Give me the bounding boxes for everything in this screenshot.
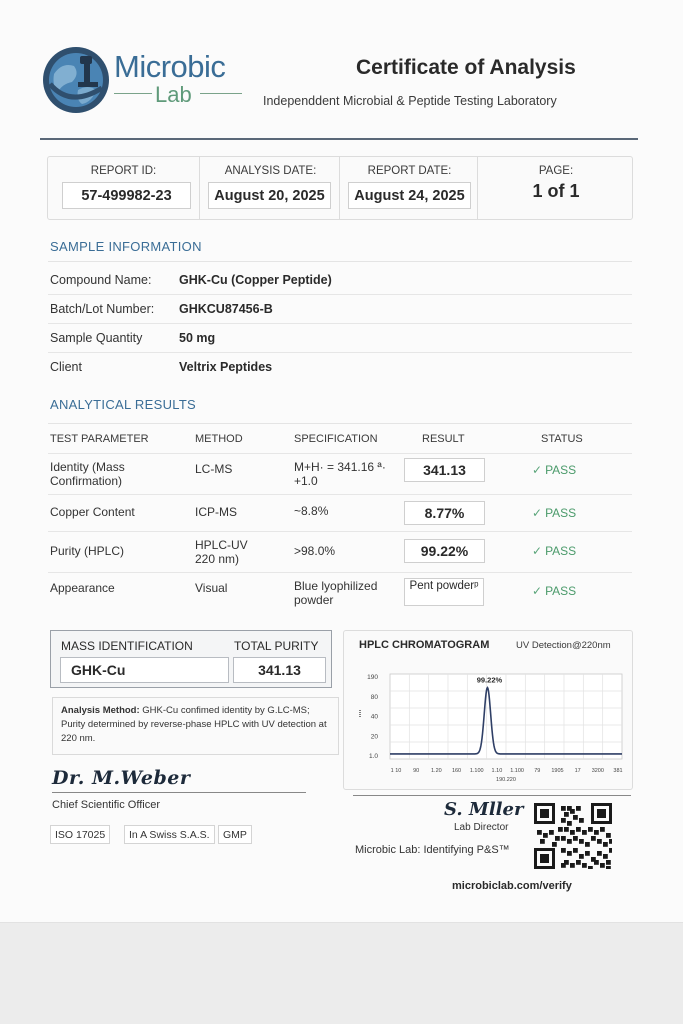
- document-title: Certificate of Analysis: [356, 56, 576, 79]
- page-value: 1 of 1: [532, 181, 580, 201]
- x-tick-label: 1 10: [390, 768, 402, 774]
- y-tick-label: 1.0: [368, 753, 378, 760]
- table-row: [48, 532, 632, 573]
- page-box: [480, 157, 632, 219]
- y-tick-label: 190: [367, 674, 378, 681]
- analysis-method-note: [52, 697, 339, 755]
- test-method: HPLC-UV 220 nm): [195, 538, 248, 566]
- director-signature-line: [353, 795, 631, 796]
- test-parameter: Appearance: [50, 581, 115, 595]
- test-method: Visual: [195, 581, 228, 595]
- cso-signature-line: [52, 792, 306, 793]
- header-specification: SPECIFICATION: [294, 433, 378, 445]
- header-divider: [40, 138, 638, 140]
- brand-rule-right: [200, 93, 242, 94]
- microscope-globe-logo-icon: [40, 44, 112, 116]
- peak-label: 99.22%: [476, 675, 503, 685]
- test-specification: M+H· = 341.16 ª· +1.0: [294, 460, 386, 488]
- sample-row: [48, 295, 632, 324]
- test-method: ICP-MS: [195, 505, 237, 519]
- check-icon: ✓: [532, 506, 543, 520]
- test-specification: Blue lyophilized powder: [294, 579, 378, 607]
- test-parameter: Purity (HPLC): [50, 544, 125, 558]
- test-specification: >98.0%: [294, 544, 336, 558]
- x-tick-label: 1.100: [510, 768, 524, 774]
- check-icon: ✓: [532, 584, 543, 598]
- status-badge: [532, 584, 602, 598]
- results-section-title: ANALYTICAL RESULTS: [50, 397, 197, 412]
- y-tick-label: 40: [370, 713, 378, 721]
- badge-swiss: In A Swiss S.A.S.: [124, 825, 215, 844]
- brand-sub-word: Lab: [155, 82, 192, 107]
- test-result: 99.22%: [404, 539, 485, 563]
- chromatogram-plot: [344, 631, 634, 791]
- sample-value: GHKCU87456-B: [179, 302, 273, 316]
- sample-value: Veltrix Peptides: [179, 360, 273, 374]
- sample-key: Batch/Lot Number:: [50, 302, 155, 316]
- lab-tagline: Microbic Lab: Identifying P&S™: [355, 844, 510, 856]
- brand-sub: [114, 82, 242, 106]
- report-info-bar: [47, 156, 633, 220]
- check-icon: ✓: [532, 463, 543, 477]
- x-tick-label: 3200: [591, 768, 604, 774]
- test-result: 341.13: [404, 458, 485, 482]
- analysis-date-box: [202, 157, 340, 219]
- test-parameter: Identity (Mass Confirmation): [50, 460, 125, 488]
- table-row: [48, 573, 632, 613]
- report-date-label: REPORT DATE:: [367, 165, 452, 177]
- sample-row: [48, 266, 632, 295]
- verify-link[interactable]: microbiclab.com/verify: [452, 880, 572, 892]
- status-badge: [532, 544, 602, 558]
- sample-value: 50 mg: [179, 331, 216, 345]
- hplc-chromatogram-panel: [343, 630, 633, 790]
- x-tick-label: 1.100: [469, 768, 484, 774]
- sample-value: GHK-Cu (Copper Peptide): [179, 273, 332, 287]
- x-tick-label: 1.20: [431, 768, 442, 774]
- x-tick-label: 17: [574, 768, 581, 774]
- sample-key: Compound Name:: [50, 273, 152, 287]
- report-id-value: 57-499982-23: [62, 182, 191, 209]
- x-tick-label: 1905: [551, 768, 564, 774]
- document-subtitle: Independdent Microbial & Peptide Testing Laboratory: [263, 94, 557, 108]
- header-status: STATUS: [541, 433, 583, 445]
- analysis-date-value: August 20, 2025: [208, 182, 331, 209]
- badge-gmp: GMP: [218, 825, 252, 844]
- status-text: PASS: [545, 584, 577, 598]
- note-heading: Analysis Method:: [61, 705, 140, 716]
- sample-section-title: SAMPLE INFORMATION: [50, 239, 202, 254]
- report-date-box: [342, 157, 478, 219]
- mass-id-value: GHK-Cu: [60, 657, 229, 683]
- mass-id-label: MASS IDENTIFICATION: [61, 639, 193, 653]
- analysis-date-label: ANALYSIS DATE:: [224, 165, 317, 177]
- cso-role: Chief Scientific Officer: [52, 799, 161, 811]
- test-result: 8.77%: [404, 501, 485, 525]
- test-result: Pent powderᵖ: [404, 578, 484, 606]
- sample-key: Client: [50, 360, 82, 374]
- status-text: PASS: [545, 544, 577, 558]
- x-tick-label: 1.10: [491, 768, 503, 774]
- sample-row: [48, 324, 632, 353]
- results-table-header: [48, 432, 632, 454]
- test-method: LC-MS: [195, 462, 233, 476]
- sample-key: Sample Quantity: [50, 331, 143, 345]
- chart-subtitle: UV Detection@220nm: [516, 640, 611, 651]
- qr-code-icon[interactable]: [534, 803, 612, 869]
- mass-identification-box: [50, 630, 332, 688]
- y-tick-label: 20: [370, 733, 378, 741]
- y-tick-label: 80: [370, 693, 378, 701]
- x-tick-label: 381: [613, 768, 623, 774]
- status-text: PASS: [545, 506, 577, 520]
- table-row: [48, 495, 632, 532]
- report-id-box: [48, 157, 200, 219]
- x-tick-label: 79: [534, 768, 541, 774]
- test-specification: ~8.8%: [294, 504, 329, 518]
- sample-section-rule: [48, 261, 632, 262]
- header-result: RESULT: [422, 433, 465, 445]
- status-text: PASS: [545, 463, 577, 477]
- chart-title: HPLC CHROMATOGRAM: [359, 639, 490, 651]
- x-tick-label: 160: [451, 768, 462, 774]
- brand-rule-left: [114, 93, 152, 94]
- director-signature: S. Mller: [444, 799, 524, 820]
- sample-row: [48, 353, 632, 382]
- status-badge: [532, 506, 602, 520]
- table-row: [48, 455, 632, 495]
- report-date-value: August 24, 2025: [348, 182, 471, 209]
- page-label: PAGE:: [538, 165, 574, 177]
- header-method: METHOD: [195, 433, 243, 445]
- status-badge: [532, 463, 602, 477]
- brand-name: Microbic: [114, 49, 226, 84]
- x-tick-label: 90: [413, 768, 420, 774]
- cso-signature: Dr. M.Weber: [52, 767, 191, 789]
- header-test-parameter: TEST PARAMETER: [50, 433, 149, 445]
- test-parameter: Copper Content: [50, 505, 135, 519]
- total-purity-value: 341.13: [233, 657, 326, 683]
- page-bottom-background: [0, 922, 683, 1024]
- director-role: Lab Director: [454, 822, 509, 833]
- x-sub-label: 190.220: [496, 777, 516, 783]
- report-id-label: REPORT ID:: [90, 165, 157, 177]
- results-section-rule: [48, 423, 632, 424]
- check-icon: ✓: [532, 544, 543, 558]
- badge-iso: ISO 17025: [50, 825, 110, 844]
- note-text: GHK-Cu confimed identity by G.LC-MS; Purity determined by reverse-phase HPLC with UV detection at 220 nm.: [61, 705, 327, 744]
- total-purity-label: TOTAL PURITY: [234, 639, 319, 653]
